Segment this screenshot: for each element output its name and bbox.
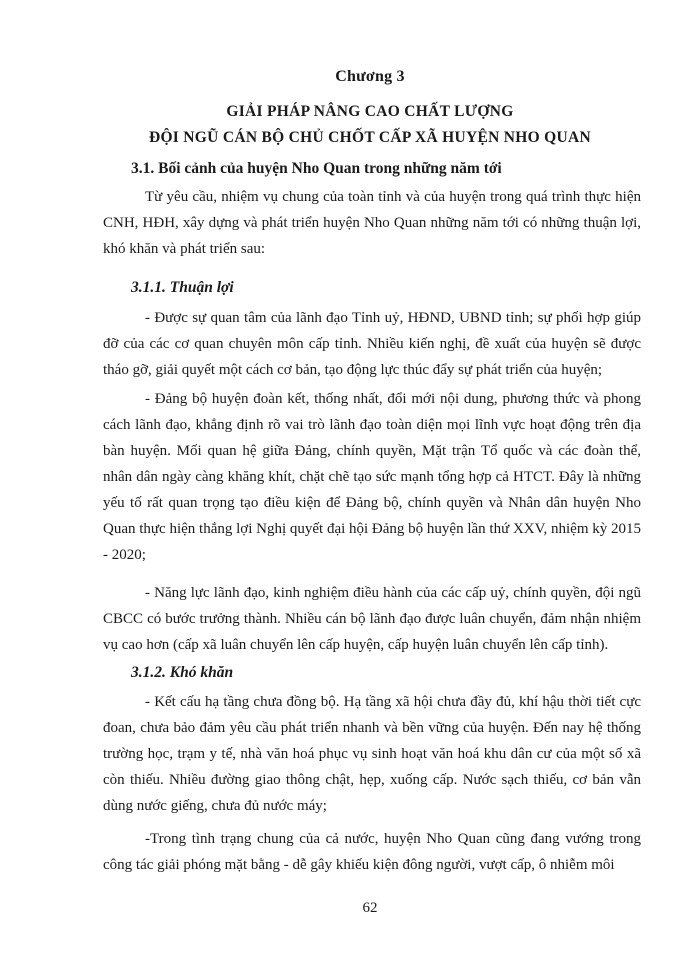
paragraph-intro: Từ yêu cầu, nhiệm vụ chung của toàn tỉnh và của huyện trong quá trình thực hiện CNH, HĐH, xây dựng và phát triển huyện Nho Quan những năm tới có những thuận lợi, khó khăn và phát triển sau: (103, 189, 641, 257)
chapter-title-line-1: GIẢI PHÁP NÂNG CAO CHẤT LƯỢNG (226, 103, 514, 120)
subsection-heading-advantages: 3.1.1. Thuận lợi (131, 279, 234, 296)
paragraph-advantage-1: - Được sự quan tâm của lãnh đạo Tỉnh uỷ, HĐND, UBND tỉnh; sự phối hợp giúp đỡ của các cơ quan chuyên môn cấp tỉnh. Nhiều kiến nghị, đề xuất của huyện sẽ được tháo gỡ, giải quyết một cách cơ bản, tạo động lực thúc đẩy sự phát triển của huyện; (103, 310, 641, 378)
chapter-heading: Chương 3 (335, 68, 405, 85)
paragraph-advantage-2: - Đảng bộ huyện đoàn kết, thống nhất, đổi mới nội dung, phương thức và phong cách lãnh đạo, khẳng định rõ vai trò lãnh đạo toàn diện mọi lĩnh vực hoạt động trên địa bàn huyện. Mối quan hệ giữa Đảng, chính quyền, Mặt trận Tổ quốc và các đoàn thể, nhân dân ngày càng khăng khít, chặt chẽ tạo sức mạnh tổng hợp cả HTCT. Đây là những yếu tố rất quan trọng tạo điều kiện để Đảng bộ, chính quyền và Nhân dân huyện Nho Quan thực hiện thắng lợi Nghị quyết đại hội Đảng bộ huyện lần thứ XXV, nhiệm kỳ 2015 - 2020; (103, 391, 642, 563)
chapter-title-line-2: ĐỘI NGŨ CÁN BỘ CHỦ CHỐT CẤP XÃ HUYỆN NHO QUAN (148, 129, 592, 146)
section-heading-3-1: 3.1. Bối cảnh của huyện Nho Quan trong những năm tới (131, 160, 502, 177)
paragraph-difficulty-2: -Trong tình trạng chung của cả nước, huyện Nho Quan cũng đang vướng trong công tác giải phóng mặt bằng - dễ gây khiếu kiện đông người, vượt cấp, ô nhiễm môi (103, 831, 641, 873)
subsection-heading-difficulties: 3.1.2. Khó khăn (131, 664, 234, 681)
paragraph-difficulty-1: - Kết cấu hạ tầng chưa đồng bộ. Hạ tầng xã hội chưa đầy đủ, khí hậu thời tiết cực đoan, chưa bảo đảm yêu cầu phát triển nhanh và bền vững của huyện. Đến nay hệ thống trường học, trạm y tế, nhà văn hoá phục vụ sinh hoạt văn hoá khu dân cư của một số xã còn thiếu. Nhiều đường giao thông chật, hẹp, xuống cấp. Nước sạch thiếu, cơ bản vẫn dùng nước giếng, chưa đủ nước máy; (103, 694, 641, 814)
page-number: 62 (362, 900, 378, 916)
paragraph-advantage-3: - Năng lực lãnh đạo, kinh nghiệm điều hành của các cấp uỷ, chính quyền, đội ngũ CBCC có bước trưởng thành. Nhiều cán bộ lãnh đạo được luân chuyển, đảm nhận nhiệm vụ cao hơn (cấp xã luân chuyển lên cấp huyện, cấp huyện luân chuyển lên cấp tỉnh). (103, 585, 641, 653)
